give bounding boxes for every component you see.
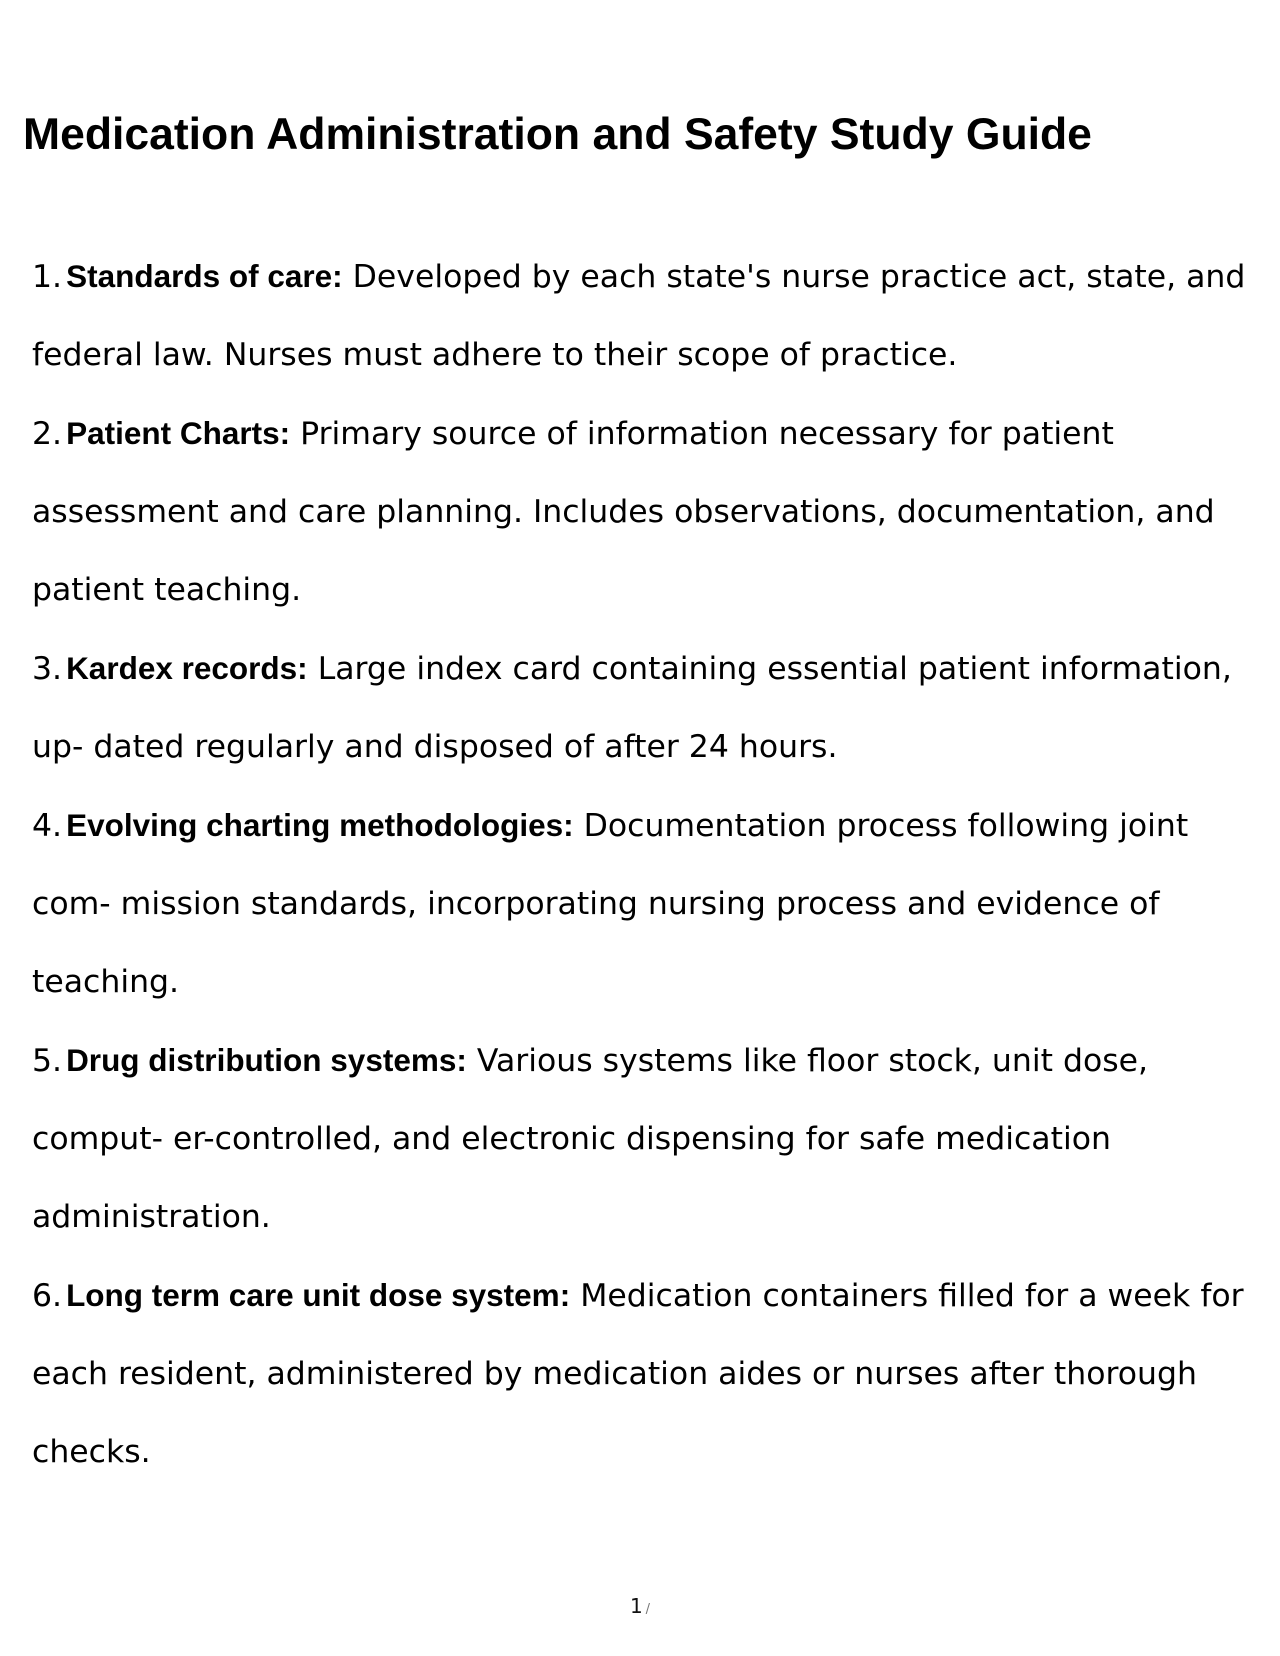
list-item [32, 1256, 1252, 1491]
page-separator: / [645, 1602, 651, 1617]
item-number: 6. [32, 1278, 63, 1314]
list-item [32, 629, 1252, 786]
list-item [32, 786, 1252, 1021]
item-definition: Medication containers filled for a week for each resident, administered by medication aides or nurses after thorough checks. [32, 1278, 1244, 1470]
item-definition: Developed by each state's nurse practice act, state, and federal law. Nurses must adhere to their scope of practice. [32, 259, 1246, 373]
item-number: 3. [32, 651, 63, 687]
page-title: Medication Administration and Safety Study Guide [23, 110, 1092, 159]
item-number: 1. [32, 259, 63, 295]
item-number: 2. [32, 416, 63, 452]
list-item [32, 1021, 1252, 1256]
item-number: 4. [32, 808, 63, 844]
item-term: Long term care unit dose system: [66, 1277, 571, 1313]
term-list [32, 237, 1252, 1491]
list-item [32, 394, 1252, 629]
item-definition: Large index card containing essential patient information, up- dated regularly and disposed of after 24 hours. [32, 651, 1232, 765]
page-footer [0, 1594, 1280, 1618]
item-term: Patient Charts: [66, 415, 291, 451]
item-term: Evolving charting methodologies: [66, 807, 574, 843]
item-definition: Primary source of information necessary for patient assessment and care planning. Includes observations, documentation, and patient teaching. [32, 416, 1215, 608]
page-number: 1 [629, 1594, 643, 1618]
item-definition: Documentation process following joint com- mission standards, incorporating nursing process and evidence of teaching. [32, 808, 1189, 1000]
list-item [32, 237, 1252, 394]
item-term: Drug distribution systems: [66, 1042, 467, 1078]
item-term: Kardex records: [66, 650, 308, 686]
item-definition: Various systems like floor stock, unit dose, comput- er-controlled, and electronic dispensing for safe medication administration. [32, 1043, 1149, 1235]
item-term: Standards of care: [66, 258, 343, 294]
item-number: 5. [32, 1043, 63, 1079]
